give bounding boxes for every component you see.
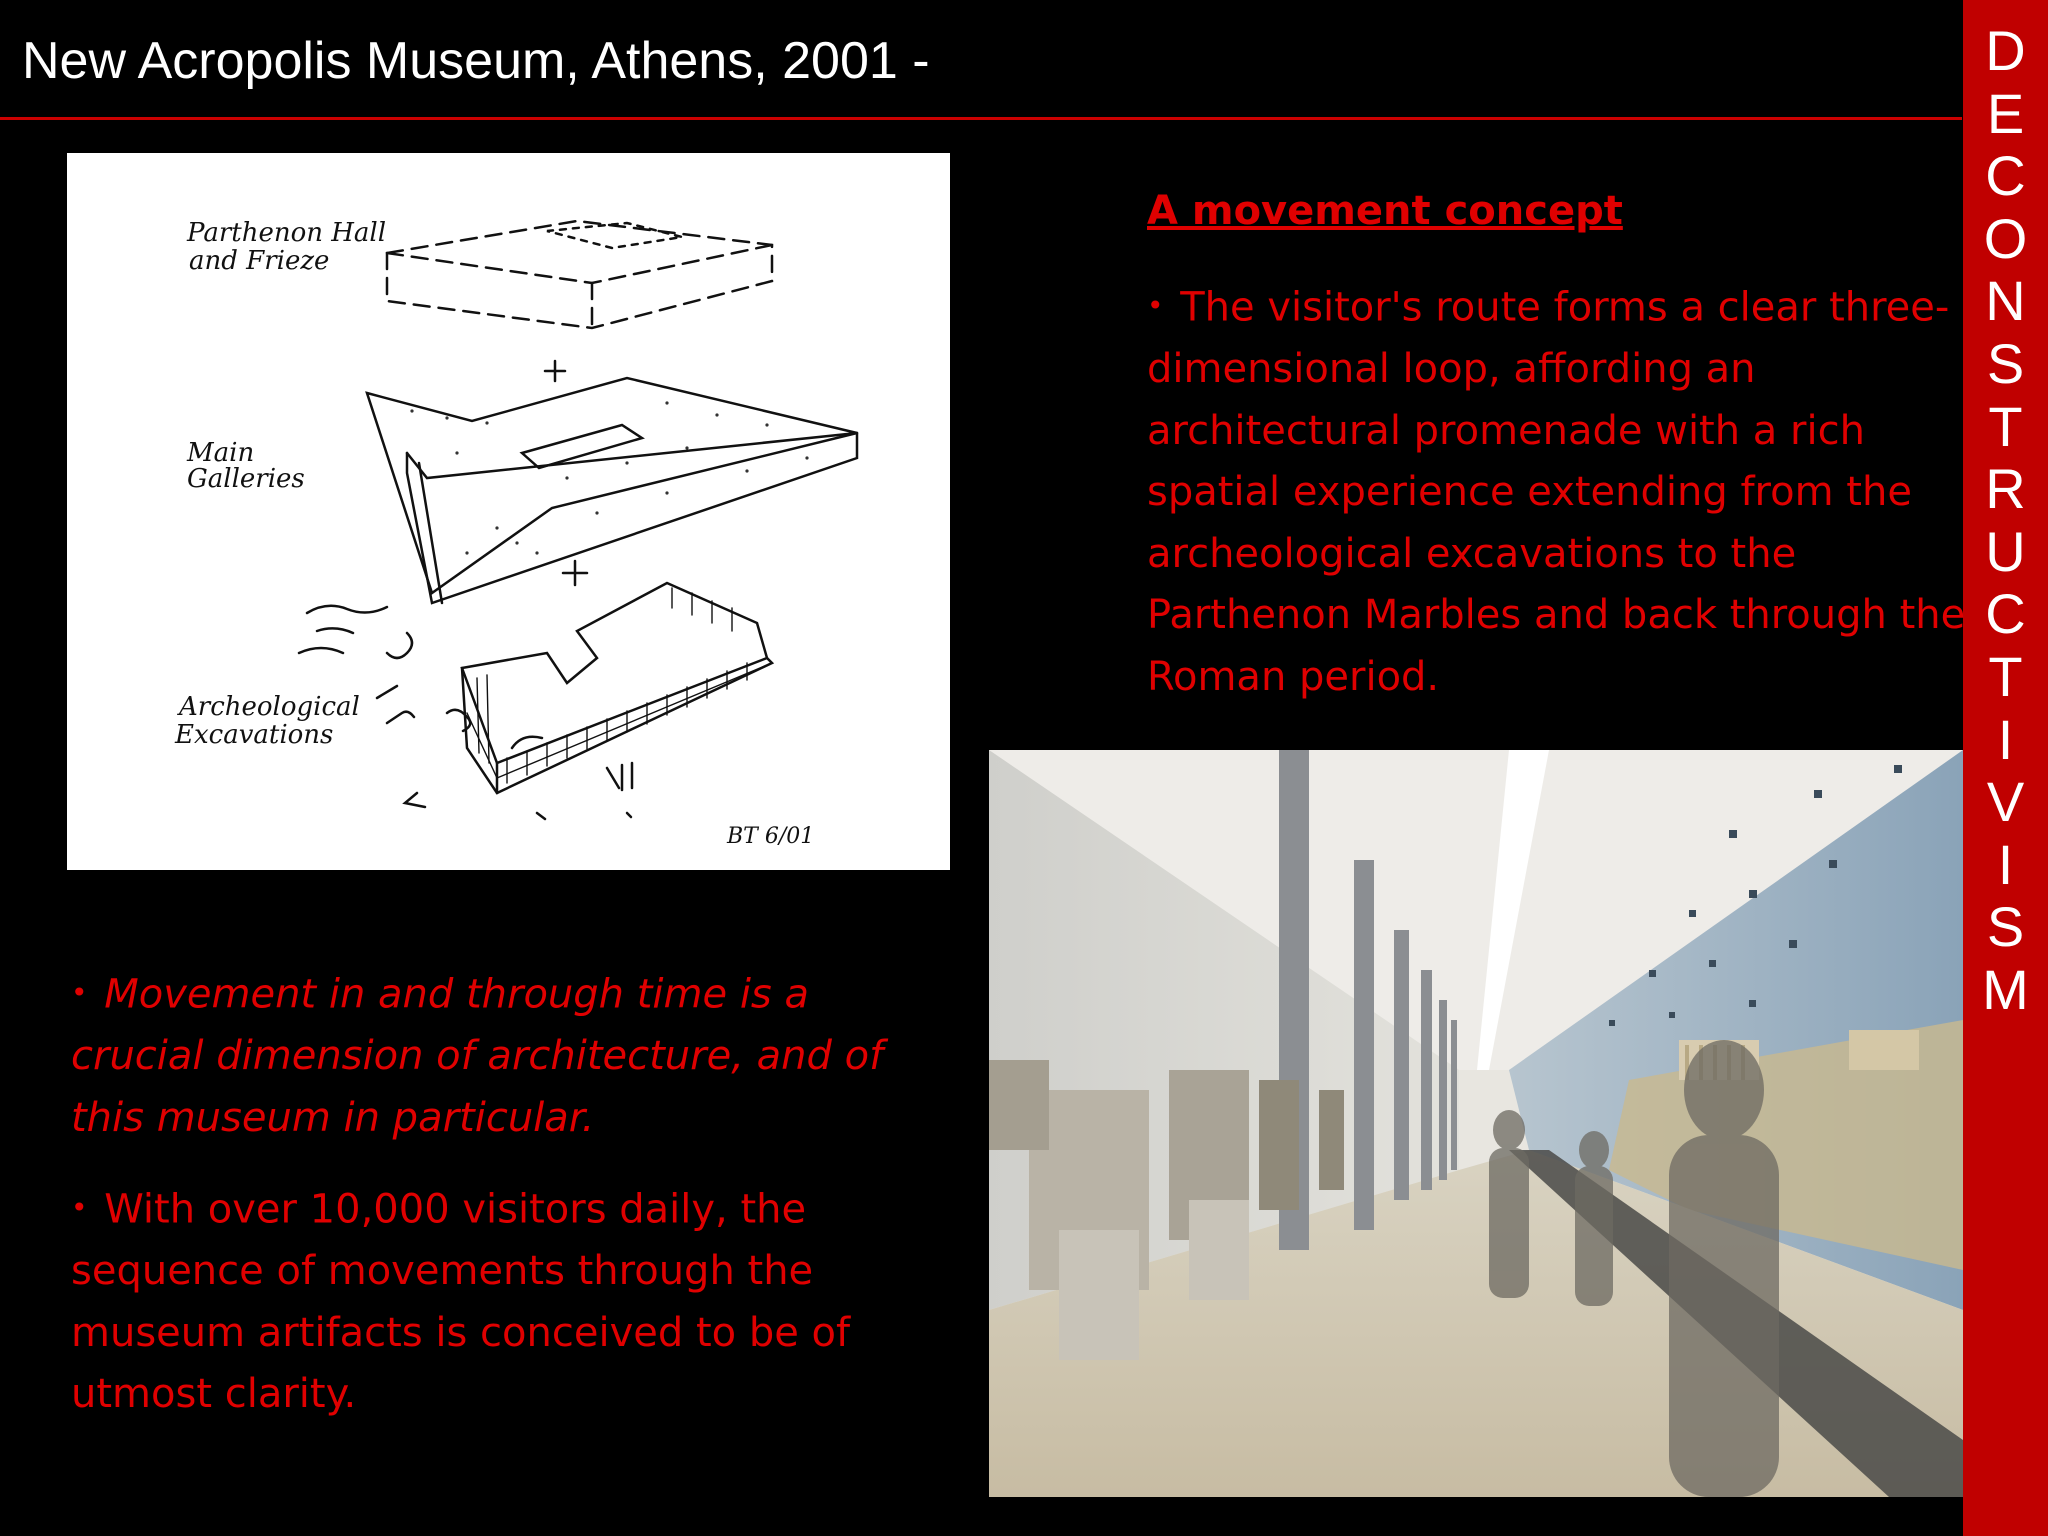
visitors-daily-text: With over 10,000 visitors daily, the sequence of movements through the museum artifacts is conceived to be of utmost clarity. [71, 1186, 851, 1418]
banner-letter: T [1988, 394, 2023, 458]
movement-time-text: Movement in and through time is a crucial dimension of architecture, and of this museum in particular. [71, 971, 884, 1141]
banner-letter: M [1982, 957, 2029, 1021]
sketch-label-galleries-2: Galleries [187, 464, 305, 494]
concept-sketch [67, 153, 950, 870]
banner-letter: I [1997, 707, 2014, 771]
banner-letter: R [1985, 457, 2026, 521]
banner-letter: D [1985, 19, 2026, 82]
gallery-rendering [989, 750, 1963, 1497]
banner-letter: N [1985, 269, 2026, 333]
bullet-icon: • [1147, 289, 1164, 322]
banner-letter: S [1986, 331, 2025, 395]
vertical-banner [1963, 0, 2048, 1536]
sketch-signature: BT 6/01 [727, 824, 815, 849]
bullet-icon: • [71, 1191, 88, 1224]
slide-title: New Acropolis Museum, Athens, 2001 - [22, 32, 930, 90]
banner-letter: V [1986, 770, 2025, 834]
visitor-route-paragraph [1147, 275, 1977, 708]
gallery-rendering-drawing [989, 750, 1963, 1497]
sketch-label-parthenon-2: and Frieze [189, 246, 330, 276]
bullet-icon: • [71, 976, 88, 1009]
banner-letter: U [1985, 519, 2026, 583]
banner-letter: S [1986, 895, 2025, 959]
sketch-drawing [67, 153, 950, 870]
visitors-daily-paragraph [71, 1177, 951, 1426]
visitor-route-text: The visitor's route forms a clear three-dimensional loop, affording an architectural promenade with a rich spatial experience extending from the archeological excavations to the Parthenon Marbles and back through the Roman period. [1147, 284, 1966, 700]
banner-letter: C [1985, 144, 2026, 208]
title-divider [0, 117, 1962, 120]
banner-letter: T [1988, 644, 2023, 708]
movement-time-paragraph [71, 962, 951, 1149]
banner-letter: C [1985, 582, 2026, 646]
banner-letter: E [1986, 81, 2025, 145]
sketch-label-galleries-1: Main [187, 438, 255, 468]
movement-concept-heading: A movement concept [1147, 188, 1623, 234]
banner-letter: O [1983, 206, 2028, 270]
banner-letter: I [1997, 832, 2014, 896]
sketch-label-excavations-2: Excavations [175, 720, 334, 750]
sketch-label-parthenon-1: Parthenon Hall [187, 218, 387, 248]
sketch-label-excavations-1: Archeological [179, 692, 360, 722]
